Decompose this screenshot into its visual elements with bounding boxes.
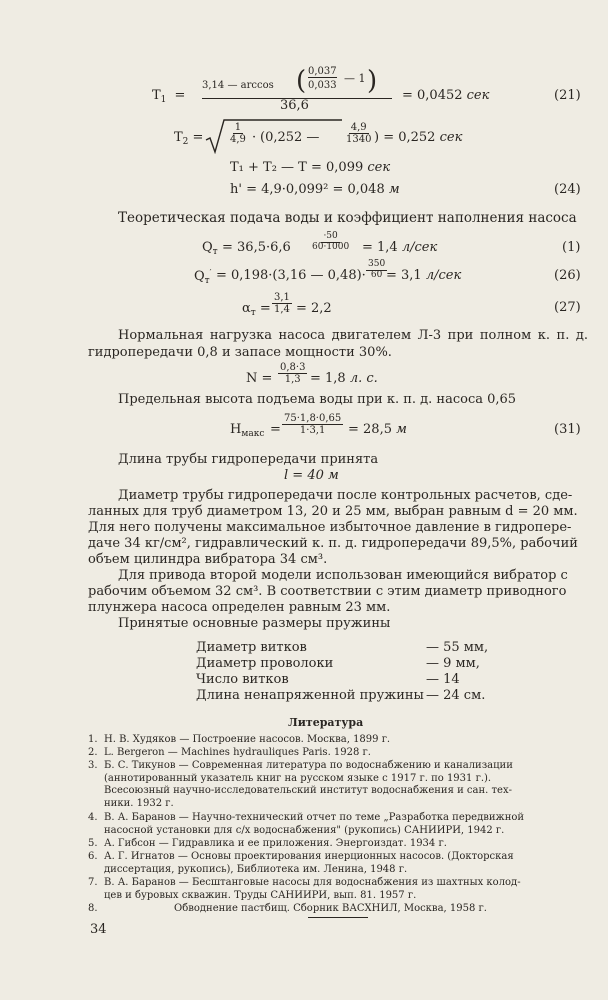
end-rule bbox=[308, 917, 368, 918]
equation-pipe-length: l = 40 м bbox=[284, 468, 339, 483]
reference-item: 5. А. Гибсон — Гидравлика и ее приложения. Энергоиздат. 1934 г. bbox=[88, 838, 447, 849]
equation-t2-frac: $\frac{1}{4,9}$ bbox=[230, 122, 246, 145]
paragraph-diameter-line-3: Для него получены максимальное избыточное давление в гидропере- bbox=[88, 520, 572, 535]
document-page: $T_1$ = 3,14 — arccos ( 0,037 0,033 — 1 ) 36,6 = 0,0452 сек (21) $T_2$ = $\frac{1}{4,9}$ · (0,252 — $\frac{4,9}{1340}$ ) = 0,252 сек T₁ + T₂ — T = 0,099 сек h' = 4,9·0,099² = 0,048 м (24) Теоретическая подача воды и коэффициент наполнения насоса $Q_т$ = 36,5·6,6 $\frac{\cdot 50}{60\cdot 1000}$ = 1,4 л/сек (1) $Q_т'$ = 0,198·(3,16 — 0,48)· $\frac{350}{60}$ = 3,1 л/сек (26) $\alpha_т$ = $\frac{3,1}{1,4}$ = 2,2 (27) Нормальная нагрузка насоса двигателем Л-3 при полном к. п. д. гидропередачи 0,8 и запасе мощности 30%. N = $\frac{0,8\cdot 3}{1,3}$ = 1,8 л. с. Предельная высота подъема воды при к. п. д. насоса 0,65 $H_{макс}$ = $\frac{75\cdot 1,8\cdot 0,65}{1\cdot 3,1}$ = 28,5 м (31) Длина трубы гидропередачи принята l = 40 м Диаметр трубы гидропередачи после контрольных расчетов, сде- ланных для труб диаметром 13, 20 и 25 мм, выбран равным d = 20 мм. Для него получены максимальное избыточное давление в гидропере- даче 34 кг/см², гидравлический к. п. д. гидропередачи 89,5%, рабочий объем цилиндра вибратора 34 см³. Для привода второй модели использован имеющийся вибратор с рабочим объемом 32 см³. В соответствии с этим диаметр приводного плунжера насоса определен равным 23 мм. Принятые основные размеры пружины Диаметр витков — 55 мм, Диаметр проволоки — 9 мм, Число витков — 14 Длина ненапряженной пружины — 24 см. Литература 1. Н. В. Худяков — Построение насосов. Москва, 1899 г. 2. L. Bergeron — Machines hydrauliques Paris. 1928 г. 3. Б. С. Тикунов — Современная литература по водоснабжению и канализации (аннотированный указатель книг на русском языке с 1917 г. по 1931 г.). Всесоюзный научно-исследовательский институт водоснабжения и сан. тех- ники. 1932 г. 4. В. А. Баранов — Научно-технический отчет по теме „Разработка передвижной насосной установки для с/х водоснабжения" (рукопись) САНИИРИ, 1942 г. 5. А. Гибсон — Гидравлика и ее приложения. Энергоиздат. 1934 г. 6. А. Г. Игнатов — Основы проектирования инерционных насосов. (Докторская диссертация, рукопись), Библиотека им. Ленина, 1948 г. 7. В. А. Баранов — Бесштанговые насосы для водоснабжения из шахтных колод- цев и буровых скважин. Труды САНИИРИ, вып. 81. 1957 г. 8. Обводнение пастбищ. Сборник ВАСХНИЛ, Москва, 1958 г. 34 bbox=[0, 0, 608, 1000]
spec-name: Диаметр витков bbox=[196, 640, 307, 655]
equation-number-26: (26) bbox=[554, 268, 581, 283]
equation-number-24: (24) bbox=[554, 182, 581, 197]
equation-number-27: (27) bbox=[554, 300, 581, 315]
equation-31-frac: $\frac{75\cdot 1,8\cdot 0,65}{1\cdot 3,1}$ bbox=[284, 413, 342, 436]
spec-value: — 55 мм, bbox=[426, 640, 489, 655]
paragraph-normal-load: Нормальная нагрузка насоса двигателем Л-3 при полном к. п. д. гидропередачи 0,8 и запасе мощности 30%. bbox=[88, 328, 588, 360]
spec-value: — 14 bbox=[426, 672, 460, 687]
equation-number-31: (31) bbox=[554, 422, 581, 437]
spec-value: — 24 см. bbox=[426, 688, 486, 703]
equation-sum: T₁ + T₂ — T = 0,099 сек bbox=[230, 160, 391, 175]
equation-t2-inner-frac: $\frac{4,9}{1340}$ bbox=[346, 122, 372, 145]
equation-27-frac: $\frac{3,1}{1,4}$ bbox=[274, 292, 290, 315]
paragraph-pipe-length: Длина трубы гидропередачи принята bbox=[118, 452, 379, 467]
equation-number-21: (21) bbox=[554, 88, 581, 103]
paragraph-second-model-line-2: рабочим объемом 32 см³. В соответствии с этим диаметр приводного bbox=[88, 584, 567, 599]
equation-21-fraction: 3,14 — arccos ( 0,037 0,033 — 1 ) 36,6 bbox=[202, 64, 397, 114]
paragraph-diameter-line-4: даче 34 кг/см², гидравлический к. п. д. гидропередачи 89,5%, рабочий bbox=[88, 536, 578, 551]
paragraph-second-model-line-3: плунжера насоса определен равным 23 мм. bbox=[88, 600, 391, 615]
spec-name: Число витков bbox=[196, 672, 289, 687]
reference-item: 2. L. Bergeron — Machines hydrauliques Paris. 1928 г. bbox=[88, 747, 371, 758]
paragraph-theoretical-supply: Теоретическая подача воды и коэффициент наполнения насоса bbox=[118, 210, 577, 226]
equation-1-frac: $\frac{\cdot 50}{60\cdot 1000}$ bbox=[312, 231, 350, 252]
reference-item: 6. А. Г. Игнатов — Основы проектирования инерционных насосов. (Докторская диссертация, рукопись), Библиотека им. Ленина, 1948 г. bbox=[88, 851, 514, 875]
paragraph-second-model-line-1: Для привода второй модели использован имеющийся вибратор с bbox=[118, 568, 568, 583]
spec-value: — 9 мм, bbox=[426, 656, 480, 671]
reference-item: 8. Обводнение пастбищ. Сборник ВАСХНИЛ, Москва, 1958 г. bbox=[88, 903, 487, 914]
paragraph-diameter-line-2: ланных для труб диаметром 13, 20 и 25 мм, выбран равным d = 20 мм. bbox=[88, 504, 578, 519]
equation-24: h' = 4,9·0,099² = 0,048 м bbox=[230, 182, 400, 197]
page-number: 34 bbox=[90, 922, 107, 937]
reference-item: 7. В. А. Баранов — Бесштанговые насосы для водоснабжения из шахтных колод- цев и буровых скважин. Труды САНИИРИ, вып. 81. 1957 г. bbox=[88, 877, 521, 901]
paragraph-spring-sizes: Принятые основные размеры пружины bbox=[118, 616, 391, 631]
reference-item: 3. Б. С. Тикунов — Современная литература по водоснабжению и канализации (аннотированный указатель книг на русском языке с 1917 г. по 1931 г.). Всесоюзный научно-исследовательский институт водоснабжения и сан. тех- ники. 1932 г. bbox=[88, 760, 513, 809]
paragraph-diameter-line-1: Диаметр трубы гидропередачи после контрольных расчетов, сде- bbox=[118, 488, 573, 503]
paragraph-max-height: Предельная высота подъема воды при к. п. д. насоса 0,65 bbox=[118, 392, 517, 407]
literature-heading: Литература bbox=[288, 716, 364, 729]
reference-item: 1. Н. В. Худяков — Построение насосов. Москва, 1899 г. bbox=[88, 734, 391, 745]
spec-name: Диаметр проволоки bbox=[196, 656, 334, 671]
reference-item: 4. В. А. Баранов — Научно-технический отчет по теме „Разработка передвижной насосной установки для с/х водоснабжения" (рукопись) САНИИРИ, 1942 г. bbox=[88, 812, 525, 836]
equation-26-frac: $\frac{350}{60}$ bbox=[368, 259, 386, 280]
equation-number-1: (1) bbox=[562, 240, 581, 255]
paragraph-diameter-line-5: объем цилиндра вибратора 34 см³. bbox=[88, 552, 328, 567]
spec-name: Длина ненапряженной пружины bbox=[196, 688, 424, 703]
equation-n-frac: $\frac{0,8\cdot 3}{1,3}$ bbox=[280, 362, 306, 385]
